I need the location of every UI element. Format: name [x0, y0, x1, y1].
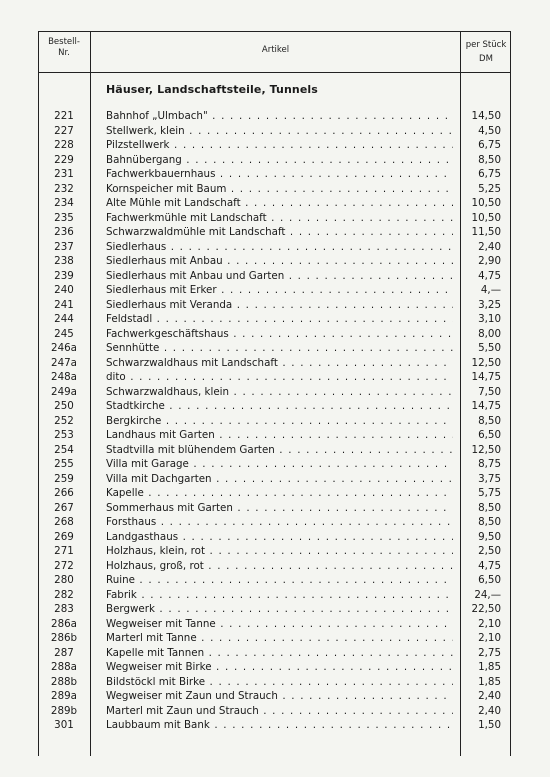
- order-number: 287: [54, 646, 74, 659]
- article-name: Stadtkirche . . .: [106, 399, 453, 414]
- table-row: [0, 182, 550, 197]
- table-row: [0, 428, 550, 443]
- order-number: 259: [54, 472, 74, 485]
- price: 14,50: [471, 110, 501, 122]
- table-row: [0, 153, 550, 168]
- article-name: Holzhaus, groß, rot . . .: [106, 559, 453, 574]
- price: 2,90: [478, 255, 501, 267]
- order-number: 269: [54, 530, 74, 543]
- article-name: Feldstadl . . .: [106, 312, 453, 327]
- header-price-line1: per Stück: [465, 40, 507, 50]
- price: 6,50: [478, 574, 501, 586]
- price: 14,75: [471, 371, 501, 383]
- price: 5,25: [478, 182, 501, 195]
- order-number: 266: [54, 487, 74, 499]
- order-number: 286b: [50, 632, 78, 644]
- price: 11,50: [471, 226, 501, 238]
- article-name: Bergkirche . . .: [106, 414, 453, 429]
- price: 6,50: [478, 429, 501, 441]
- article-name: Marterl mit Zaun und Strauch . . .: [106, 704, 453, 719]
- table-row: [0, 269, 550, 284]
- table-row: [0, 718, 550, 733]
- table-row: [0, 211, 550, 226]
- table-row: [0, 327, 550, 342]
- article-name: Alte Mühle mit Landschaft . . .: [106, 196, 453, 211]
- order-number: 253: [54, 429, 74, 441]
- table-row: [0, 646, 550, 661]
- article-name: Fachwerkgeschäftshaus . . .: [106, 327, 453, 342]
- order-number: 247a: [51, 356, 77, 369]
- article-name: Siedlerhaus mit Veranda . . .: [106, 298, 453, 313]
- price: 1,50: [478, 719, 501, 731]
- order-number: 229: [54, 153, 74, 166]
- order-number: 250: [54, 400, 74, 412]
- article-name: Landgasthaus . . .: [106, 530, 453, 545]
- price: 2,10: [478, 617, 501, 630]
- price: 8,50: [478, 414, 501, 427]
- order-number: 238: [54, 255, 74, 267]
- article-name: Siedlerhaus mit Anbau . . .: [106, 254, 453, 269]
- price: 4,75: [478, 559, 501, 572]
- order-number: 268: [54, 516, 74, 528]
- article-name: Kapelle mit Tannen . . .: [106, 646, 453, 661]
- table-top-border: [38, 31, 511, 32]
- table-row: [0, 689, 550, 704]
- price: 4,—: [480, 284, 501, 296]
- order-number: 236: [54, 226, 74, 238]
- article-name: Sennhütte . . .: [106, 341, 453, 356]
- article-name: Stellwerk, klein . . .: [106, 124, 453, 139]
- price: 4,50: [478, 124, 501, 137]
- article-name: Fachwerkbauernhaus . . .: [106, 167, 453, 182]
- price: 8,50: [478, 516, 501, 528]
- order-number: 237: [54, 240, 74, 253]
- order-number: 241: [54, 298, 74, 311]
- table-row: [0, 312, 550, 327]
- table-row: [0, 704, 550, 719]
- table-row: [0, 631, 550, 646]
- table-row: [0, 617, 550, 632]
- order-number: 255: [54, 458, 74, 470]
- table-row: [0, 457, 550, 472]
- article-name: Schwarzwaldhaus, klein . . .: [106, 385, 453, 400]
- article-name: Marterl mit Tanne . . .: [106, 631, 453, 646]
- header-price: [461, 40, 511, 65]
- order-number: 240: [54, 284, 74, 296]
- article-name: Fachwerkmühle mit Landschaft . . .: [106, 211, 453, 226]
- article-name: Schwarzwaldmühle mit Landschaft . . .: [106, 225, 453, 240]
- order-number: 254: [54, 443, 74, 456]
- price: 8,00: [478, 327, 501, 340]
- price: 12,50: [471, 356, 501, 369]
- price: 2,75: [478, 646, 501, 659]
- price: 3,25: [478, 298, 501, 311]
- order-number: 267: [54, 501, 74, 514]
- order-number: 232: [54, 182, 74, 195]
- table-row: [0, 501, 550, 516]
- table-row: [0, 486, 550, 501]
- order-number: 289b: [50, 704, 78, 717]
- article-name: Wegweiser mit Tanne . . .: [106, 617, 453, 632]
- article-name: Bahnübergang . . .: [106, 153, 453, 168]
- article-name: Wegweiser mit Birke . . .: [106, 660, 453, 675]
- article-name: Siedlerhaus mit Anbau und Garten . . .: [106, 269, 453, 284]
- table-row: [0, 370, 550, 385]
- price: 14,75: [471, 400, 501, 412]
- article-name: Forsthaus . . .: [106, 515, 453, 530]
- table-row: [0, 254, 550, 269]
- price: 1,85: [478, 675, 501, 688]
- article-name: Fabrik . . .: [106, 588, 453, 603]
- table-row: [0, 196, 550, 211]
- price: 9,50: [478, 530, 501, 543]
- price: 1,85: [478, 661, 501, 673]
- price: 10,50: [471, 197, 501, 209]
- table-row: [0, 588, 550, 603]
- price: 2,40: [478, 690, 501, 702]
- table-row: [0, 660, 550, 675]
- order-number: 301: [54, 719, 74, 731]
- article-name: Laubbaum mit Bank . . .: [106, 718, 453, 733]
- order-number: 283: [54, 603, 74, 615]
- price: 4,75: [478, 269, 501, 282]
- price: 8,50: [478, 153, 501, 166]
- order-number: 234: [54, 197, 74, 209]
- table-row: [0, 356, 550, 371]
- price: 8,50: [478, 501, 501, 514]
- table-row: [0, 240, 550, 255]
- table-row: [0, 530, 550, 545]
- order-number: 239: [54, 269, 74, 282]
- order-number: 271: [54, 545, 74, 557]
- price-table-body: [0, 109, 550, 733]
- price: 12,50: [471, 443, 501, 456]
- header-article: Artikel: [261, 45, 290, 55]
- article-name: Wegweiser mit Zaun und Strauch . . .: [106, 689, 453, 704]
- order-number: 244: [54, 313, 74, 325]
- article-name: Stadtvilla mit blühendem Garten . . .: [106, 443, 453, 458]
- table-row: [0, 109, 550, 124]
- order-number: 288b: [50, 675, 78, 688]
- header-order-number-line1: Bestell-: [48, 37, 80, 47]
- price: 10,50: [471, 211, 501, 224]
- price: 2,40: [478, 240, 501, 253]
- price: 22,50: [471, 603, 501, 615]
- article-name: Bergwerk . . .: [106, 602, 453, 617]
- price: 7,50: [478, 385, 501, 398]
- table-row: [0, 675, 550, 690]
- order-number: 289a: [51, 690, 77, 702]
- order-number: 248a: [51, 371, 77, 383]
- price: 24,—: [474, 588, 501, 601]
- article-name: Kapelle . . .: [106, 486, 453, 501]
- order-number: 245: [54, 327, 74, 340]
- header-price-currency: DM: [479, 54, 493, 64]
- section-title: Häuser, Landschaftsteile, Tunnels: [106, 83, 318, 96]
- table-row: [0, 573, 550, 588]
- article-name: Landhaus mit Garten . . .: [106, 428, 453, 443]
- article-name: Pilzstellwerk . . .: [106, 138, 453, 153]
- table-row: [0, 298, 550, 313]
- price: 2,10: [478, 632, 501, 644]
- table-row: [0, 414, 550, 429]
- article-name: Villa mit Dachgarten . . .: [106, 472, 453, 487]
- order-number: 231: [54, 168, 74, 180]
- order-number: 288a: [51, 661, 77, 673]
- table-row: [0, 544, 550, 559]
- order-number: 252: [54, 414, 74, 427]
- price: 6,75: [478, 139, 501, 151]
- table-row: [0, 124, 550, 139]
- table-row: [0, 138, 550, 153]
- article-name: Schwarzwaldhaus mit Landschaft . . .: [106, 356, 453, 371]
- article-name: Siedlerhaus . . .: [106, 240, 453, 255]
- order-number: 280: [54, 574, 74, 586]
- price: 2,40: [478, 704, 501, 717]
- order-number: 227: [54, 124, 74, 137]
- table-row: [0, 472, 550, 487]
- order-number: 272: [54, 559, 74, 572]
- header-order-number: [38, 37, 90, 59]
- order-number: 246a: [51, 342, 77, 354]
- table-row: [0, 225, 550, 240]
- article-name: Bahnhof „Ulmbach" . . .: [106, 109, 453, 124]
- price: 3,10: [478, 313, 501, 325]
- article-name: Ruine . . .: [106, 573, 453, 588]
- article-name: dito . . .: [106, 370, 453, 385]
- table-row: [0, 167, 550, 182]
- table-row: [0, 399, 550, 414]
- table-row: [0, 385, 550, 400]
- order-number: 249a: [51, 385, 77, 398]
- article-name: Holzhaus, klein, rot . . .: [106, 544, 453, 559]
- table-row: [0, 559, 550, 574]
- price: 2,50: [478, 545, 501, 557]
- table-row: [0, 515, 550, 530]
- price: 5,50: [478, 342, 501, 354]
- table-row: [0, 602, 550, 617]
- table-row: [0, 341, 550, 356]
- order-number: 221: [54, 110, 74, 122]
- order-number: 282: [54, 588, 74, 601]
- article-name: Siedlerhaus mit Erker . . .: [106, 283, 453, 298]
- header-bottom-border: [38, 72, 511, 73]
- header-order-number-line2: Nr.: [58, 48, 70, 58]
- price: 5,75: [478, 487, 501, 499]
- price: 3,75: [478, 472, 501, 485]
- order-number: 286a: [51, 617, 77, 630]
- article-name: Sommerhaus mit Garten . . .: [106, 501, 453, 516]
- article-name: Bildstöckl mit Birke . . .: [106, 675, 453, 690]
- article-name: Kornspeicher mit Baum . . .: [106, 182, 453, 197]
- table-row: [0, 283, 550, 298]
- price: 6,75: [478, 168, 501, 180]
- order-number: 228: [54, 139, 74, 151]
- article-name: Villa mit Garage . . .: [106, 457, 453, 472]
- price: 8,75: [478, 458, 501, 470]
- table-row: [0, 443, 550, 458]
- order-number: 235: [54, 211, 74, 224]
